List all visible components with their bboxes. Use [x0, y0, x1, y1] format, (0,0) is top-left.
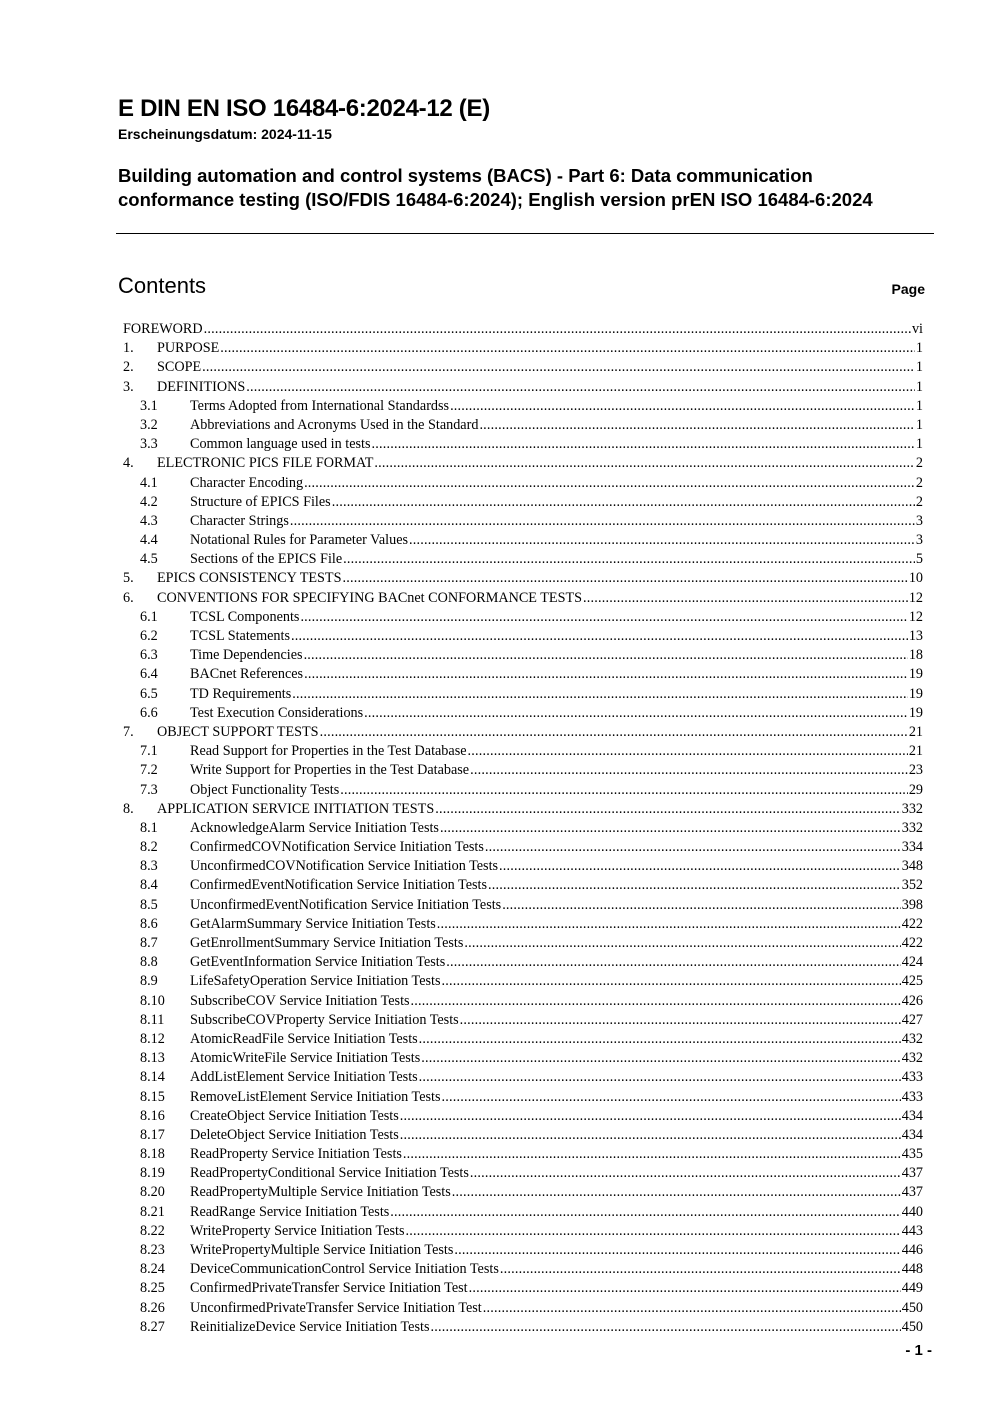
toc-entry-title: TD Requirements	[190, 685, 292, 702]
toc-entry[interactable]	[123, 339, 923, 358]
toc-dot-leader	[304, 474, 915, 493]
toc-entry-title: DeviceCommunicationControl Service Initiation Tests	[190, 1261, 499, 1278]
page-number: - 1 -	[905, 1342, 932, 1359]
toc-entry-page: 18	[908, 647, 923, 664]
toc-entry-number: 8.2	[140, 839, 158, 856]
toc-entry-page: 433	[901, 1088, 923, 1105]
toc-dot-leader	[485, 838, 901, 857]
toc-entry-number: 8.10	[140, 992, 165, 1009]
toc-entry-page: 437	[901, 1184, 923, 1201]
toc-entry[interactable]	[123, 896, 923, 915]
toc-entry-page: 19	[908, 685, 923, 702]
toc-entry-page: 432	[901, 1030, 923, 1047]
toc-entry-number: 8.7	[140, 935, 158, 951]
toc-entry-page: 3	[915, 532, 923, 549]
toc-entry-number: 8.19	[140, 1165, 165, 1182]
toc-entry-page: 21	[908, 743, 923, 760]
title-divider	[116, 233, 934, 234]
toc-entry-page: 332	[901, 819, 923, 836]
toc-entry-page: 427	[901, 1011, 923, 1028]
toc-entry-title: SCOPE	[157, 359, 202, 376]
toc-entry-page: 21	[908, 723, 923, 740]
toc-dot-leader	[419, 1068, 901, 1087]
toc-entry-number: 8.24	[140, 1261, 165, 1278]
toc-entry[interactable]	[123, 800, 923, 819]
toc-entry-title: AtomicReadFile Service Initiation Tests	[190, 1030, 418, 1047]
toc-dot-leader	[400, 1107, 901, 1126]
toc-entry-page: 450	[901, 1299, 923, 1316]
document-id: E DIN EN ISO 16484-6:2024-12 (E)	[118, 95, 490, 122]
toc-entry-number: 6.4	[140, 666, 158, 683]
toc-entry[interactable]	[123, 876, 923, 895]
toc-entry-title: TCSL Statements	[190, 628, 290, 644]
toc-entry[interactable]	[123, 378, 923, 397]
toc-dot-leader	[291, 627, 908, 646]
toc-entry-page: 398	[901, 896, 923, 913]
toc-entry[interactable]	[123, 953, 923, 972]
toc-dot-leader	[411, 992, 901, 1011]
toc-entry[interactable]	[123, 646, 923, 665]
toc-entry-number: 8.3	[140, 858, 158, 875]
toc-entry-title: ReadPropertyMultiple Service Initiation Tests	[190, 1184, 451, 1201]
toc-dot-leader	[479, 416, 914, 435]
toc-dot-leader	[435, 800, 900, 819]
toc-entry-page: 432	[901, 1050, 923, 1067]
toc-entry-page: 2	[915, 493, 923, 510]
toc-entry-number: 8.17	[140, 1126, 165, 1143]
toc-entry-title: Terms Adopted from International Standardss	[190, 397, 450, 414]
toc-dot-leader	[464, 934, 900, 953]
toc-dot-leader	[469, 1279, 901, 1298]
toc-entry-number: 8.18	[140, 1146, 165, 1163]
toc-entry-page: 433	[901, 1069, 923, 1086]
toc-dot-leader	[332, 493, 915, 512]
toc-dot-leader	[583, 589, 908, 608]
toc-entry-number: 8.22	[140, 1222, 165, 1239]
toc-entry-page: 437	[901, 1165, 923, 1182]
toc-entry-title: OBJECT SUPPORT TESTS	[157, 723, 319, 740]
toc-entry-title: ConfirmedCOVNotification Service Initiation Tests	[190, 839, 484, 856]
toc-entry-page: 449	[901, 1280, 923, 1297]
toc-entry[interactable]	[123, 972, 923, 991]
toc-dot-leader	[468, 742, 908, 761]
toc-entry[interactable]	[123, 608, 923, 627]
toc-entry[interactable]	[123, 819, 923, 838]
toc-dot-leader	[450, 397, 915, 416]
toc-entry[interactable]	[123, 1030, 923, 1049]
toc-entry-page: 434	[901, 1107, 923, 1124]
toc-entry-title: PURPOSE	[157, 340, 220, 357]
toc-entry-title: Time Dependencies	[190, 647, 303, 664]
toc-entry-number: 8.21	[140, 1203, 165, 1220]
toc-dot-leader	[483, 1299, 901, 1318]
toc-entry-number: 3.1	[140, 397, 158, 414]
toc-entry[interactable]	[123, 1318, 923, 1337]
toc-entry[interactable]	[123, 358, 923, 377]
toc-entry-number: 7.	[123, 723, 134, 740]
toc-dot-leader	[220, 339, 915, 358]
toc-entry-number: 4.5	[140, 551, 158, 568]
toc-entry[interactable]	[123, 435, 923, 454]
toc-entry-number: 3.2	[140, 416, 158, 433]
toc-dot-leader	[204, 320, 911, 339]
toc-entry-page: 19	[908, 666, 923, 683]
toc-entry[interactable]	[123, 1260, 923, 1279]
toc-entry-page: 1	[915, 378, 923, 395]
toc-entry-page: 435	[901, 1146, 923, 1163]
toc-entry[interactable]	[123, 1222, 923, 1241]
toc-entry[interactable]	[123, 1279, 923, 1298]
toc-entry-title: Notational Rules for Parameter Values	[190, 532, 409, 549]
toc-entry-number: 8.26	[140, 1299, 165, 1316]
toc-entry-title: GetEventInformation Service Initiation Tests	[190, 954, 446, 971]
toc-dot-leader	[409, 531, 915, 550]
toc-entry-title: Structure of EPICS Files	[190, 493, 331, 510]
toc-entry-number: 7.1	[140, 743, 158, 760]
toc-entry-page: 23	[908, 762, 923, 779]
toc-entry[interactable]	[123, 550, 923, 569]
toc-entry-page: 422	[901, 935, 923, 951]
toc-entry-page: 448	[901, 1261, 923, 1278]
toc-entry-title: UnconfirmedPrivateTransfer Service Initiation Test	[190, 1299, 482, 1316]
toc-entry-number: 7.2	[140, 762, 158, 779]
toc-dot-leader	[340, 781, 908, 800]
toc-entry-title: ELECTRONIC PICS FILE FORMAT	[157, 455, 374, 472]
toc-entry-title: Abbreviations and Acronyms Used in the Standard	[190, 416, 479, 433]
toc-dot-leader	[421, 1049, 900, 1068]
toc-dot-leader	[320, 723, 908, 742]
toc-entry-page: 440	[901, 1203, 923, 1220]
toc-entry-title: ReinitializeDevice Service Initiation Tests	[190, 1318, 430, 1335]
toc-entry-page: 3	[915, 512, 923, 529]
toc-entry-number: 8.15	[140, 1088, 165, 1105]
toc-entry[interactable]	[123, 320, 923, 339]
toc-entry-number: 4.	[123, 455, 134, 472]
toc-entry-title: UnconfirmedCOVNotification Service Initiation Tests	[190, 858, 499, 875]
toc-dot-leader	[405, 1222, 900, 1241]
toc-entry-title: Character Encoding	[190, 474, 304, 491]
toc-entry-number: 6.1	[140, 608, 158, 625]
toc-entry-number: 8.20	[140, 1184, 165, 1201]
toc-entry-title: CONVENTIONS FOR SPECIFYING BACnet CONFORMANCE TESTS	[157, 589, 583, 606]
toc-entry-number: 6.6	[140, 704, 158, 721]
page-column-label: Page	[891, 281, 925, 297]
toc-entry-number: 6.3	[140, 647, 158, 664]
toc-dot-leader	[400, 1126, 901, 1145]
toc-entry-title: EPICS CONSISTENCY TESTS	[157, 570, 342, 587]
toc-dot-leader	[437, 915, 901, 934]
toc-entry-title: SubscribeCOV Service Initiation Tests	[190, 992, 410, 1009]
toc-entry-page: 426	[901, 992, 923, 1009]
toc-dot-leader	[454, 1241, 900, 1260]
toc-entry-title: DeleteObject Service Initiation Tests	[190, 1126, 399, 1143]
toc-entry-title: UnconfirmedEventNotification Service Initiation Tests	[190, 896, 502, 913]
toc-dot-leader	[442, 972, 901, 991]
toc-entry-page: 446	[901, 1242, 923, 1258]
toc-entry-number: 8.5	[140, 896, 158, 913]
toc-dot-leader	[390, 1203, 900, 1222]
toc-entry-number: 2.	[123, 359, 134, 376]
toc-entry-title: WritePropertyMultiple Service Initiation Tests	[190, 1242, 454, 1258]
toc-entry-title: ReadPropertyConditional Service Initiation Tests	[190, 1165, 469, 1182]
toc-entry[interactable]	[123, 781, 923, 800]
toc-entry-number: 4.1	[140, 474, 158, 491]
issue-date: Erscheinungsdatum: 2024-11-15	[118, 126, 332, 142]
toc-entry-title: AcknowledgeAlarm Service Initiation Tests	[190, 819, 439, 836]
toc-entry-title: RemoveListElement Service Initiation Tests	[190, 1088, 441, 1105]
toc-entry-number: 1.	[123, 340, 134, 357]
toc-entry-number: 8.9	[140, 973, 158, 990]
toc-entry-page: 13	[908, 628, 923, 644]
toc-entry[interactable]	[123, 1107, 923, 1126]
toc-entry-number: 4.4	[140, 532, 158, 549]
toc-entry[interactable]	[123, 1299, 923, 1318]
toc-entry-page: 5	[915, 551, 923, 568]
toc-entry-page: 422	[901, 915, 923, 932]
toc-entry[interactable]	[123, 1241, 923, 1260]
toc-entry[interactable]	[123, 531, 923, 550]
toc-entry-title: WriteProperty Service Initiation Tests	[190, 1222, 405, 1239]
toc-entry-page: 334	[901, 839, 923, 856]
toc-entry-title: BACnet References	[190, 666, 304, 683]
toc-dot-leader	[419, 1030, 901, 1049]
toc-dot-leader	[364, 704, 908, 723]
toc-entry-number: 4.3	[140, 512, 158, 529]
toc-entry-page: 1	[915, 359, 923, 376]
toc-dot-leader	[371, 435, 914, 454]
toc-entry[interactable]	[123, 589, 923, 608]
toc-entry-page: 1	[915, 340, 923, 357]
document-title: Building automation and control systems (BACS) - Part 6: Data communication conformance testing (ISO/FDIS 16484-6:2024); English version prEN ISO 16484-6:2024	[118, 165, 873, 210]
toc-dot-leader	[246, 378, 915, 397]
toc-entry[interactable]	[123, 1011, 923, 1030]
toc-entry-number: 4.2	[140, 493, 158, 510]
toc-entry-title: Test Execution Considerations	[190, 704, 364, 721]
toc-entry[interactable]	[123, 627, 923, 646]
toc-entry-title: Common language used in tests	[190, 436, 371, 453]
toc-entry-number: 8.16	[140, 1107, 165, 1124]
toc-entry-title: AtomicWriteFile Service Initiation Tests	[190, 1050, 421, 1067]
toc-entry-page: 424	[901, 954, 923, 971]
toc-entry-title: ReadProperty Service Initiation Tests	[190, 1146, 402, 1163]
toc-entry-page: 352	[901, 877, 923, 894]
toc-entry-number: 8.27	[140, 1318, 165, 1335]
toc-entry-number: 6.5	[140, 685, 158, 702]
contents-heading: Contents	[118, 273, 207, 298]
toc-entry-page: 12	[908, 589, 923, 606]
toc-dot-leader	[460, 1011, 901, 1030]
toc-entry-number: 8.11	[140, 1011, 165, 1028]
toc-dot-leader	[488, 876, 901, 895]
toc-entry-title: GetAlarmSummary Service Initiation Tests	[190, 915, 436, 932]
table-of-contents	[123, 320, 923, 1337]
toc-entry[interactable]	[123, 838, 923, 857]
toc-entry-number: 7.3	[140, 781, 158, 798]
toc-entry-page: 443	[901, 1222, 923, 1239]
toc-dot-leader	[446, 953, 900, 972]
toc-dot-leader	[403, 1145, 901, 1164]
toc-entry-title: FOREWORD	[123, 321, 203, 337]
toc-entry-title: ConfirmedPrivateTransfer Service Initiation Test	[190, 1280, 468, 1297]
toc-entry-number: 6.2	[140, 628, 158, 644]
toc-dot-leader	[304, 665, 908, 684]
toc-entry-number: 8.23	[140, 1242, 165, 1258]
toc-entry-number: 8.25	[140, 1280, 165, 1297]
toc-entry-title: Object Functionality Tests	[190, 781, 340, 798]
toc-entry-page: 1	[915, 416, 923, 433]
toc-entry-title: CreateObject Service Initiation Tests	[190, 1107, 399, 1124]
toc-entry-number: 6.	[123, 589, 134, 606]
toc-entry-page: 348	[901, 858, 923, 875]
toc-entry-number: 8.1	[140, 819, 158, 836]
toc-entry[interactable]	[123, 1183, 923, 1202]
toc-entry-number: 8.	[123, 800, 134, 817]
toc-entry[interactable]	[123, 665, 923, 684]
toc-entry-title: ConfirmedEventNotification Service Initiation Tests	[190, 877, 488, 894]
toc-dot-leader	[499, 857, 901, 876]
toc-entry-title: Sections of the EPICS File	[190, 551, 343, 568]
toc-entry-title: APPLICATION SERVICE INITIATION TESTS	[157, 800, 435, 817]
toc-entry[interactable]	[123, 1164, 923, 1183]
toc-dot-leader	[442, 1088, 901, 1107]
toc-entry-title: LifeSafetyOperation Service Initiation Tests	[190, 973, 441, 990]
toc-entry-page: 2	[915, 455, 923, 472]
toc-entry-page: 19	[908, 704, 923, 721]
toc-dot-leader	[470, 761, 908, 780]
toc-entry[interactable]	[123, 474, 923, 493]
toc-entry[interactable]	[123, 934, 923, 953]
toc-entry-page: 332	[901, 800, 923, 817]
toc-entry[interactable]	[123, 569, 923, 588]
toc-entry-page: 434	[901, 1126, 923, 1143]
toc-entry[interactable]	[123, 857, 923, 876]
toc-dot-leader	[343, 550, 915, 569]
toc-entry-page: 10	[908, 570, 923, 587]
toc-entry-title: GetEnrollmentSummary Service Initiation Tests	[190, 935, 464, 951]
toc-entry[interactable]	[123, 1126, 923, 1145]
toc-entry[interactable]	[123, 397, 923, 416]
toc-entry[interactable]	[123, 992, 923, 1011]
toc-entry-title: SubscribeCOVProperty Service Initiation Tests	[190, 1011, 459, 1028]
toc-entry[interactable]	[123, 685, 923, 704]
toc-entry[interactable]	[123, 1145, 923, 1164]
toc-entry-number: 8.8	[140, 954, 158, 971]
toc-entry[interactable]	[123, 915, 923, 934]
toc-entry[interactable]	[123, 1049, 923, 1068]
toc-entry-title: ReadRange Service Initiation Tests	[190, 1203, 390, 1220]
toc-entry-number: 3.	[123, 378, 134, 395]
toc-entry[interactable]	[123, 416, 923, 435]
toc-dot-leader	[430, 1318, 900, 1337]
toc-dot-leader	[300, 608, 907, 627]
toc-entry-page: 1	[915, 436, 923, 453]
toc-entry-number: 5.	[123, 570, 134, 587]
toc-entry[interactable]	[123, 1203, 923, 1222]
toc-entry-number: 8.6	[140, 915, 158, 932]
toc-dot-leader	[304, 646, 908, 665]
toc-entry-title: AddListElement Service Initiation Tests	[190, 1069, 418, 1086]
toc-entry-title: Character Strings	[190, 512, 289, 529]
toc-entry-number: 8.4	[140, 877, 158, 894]
toc-entry-number: 8.12	[140, 1030, 165, 1047]
toc-dot-leader	[452, 1183, 901, 1202]
toc-entry[interactable]	[123, 1068, 923, 1087]
toc-entry-page: 2	[915, 474, 923, 491]
toc-entry-title: DEFINITIONS	[157, 378, 246, 395]
toc-entry-number: 8.14	[140, 1069, 165, 1086]
toc-entry[interactable]	[123, 512, 923, 531]
toc-dot-leader	[440, 819, 901, 838]
toc-dot-leader	[292, 685, 908, 704]
toc-entry-page: vi	[911, 321, 923, 337]
toc-dot-leader	[202, 358, 915, 377]
toc-entry-page: 12	[908, 608, 923, 625]
toc-dot-leader	[470, 1164, 901, 1183]
toc-entry-page: 1	[915, 397, 923, 414]
toc-entry[interactable]	[123, 493, 923, 512]
toc-entry-title: TCSL Components	[190, 608, 300, 625]
toc-entry[interactable]	[123, 723, 923, 742]
toc-dot-leader	[374, 454, 915, 473]
toc-entry[interactable]	[123, 704, 923, 723]
toc-dot-leader	[342, 569, 907, 588]
toc-entry[interactable]	[123, 761, 923, 780]
toc-entry[interactable]	[123, 1088, 923, 1107]
toc-entry[interactable]	[123, 454, 923, 473]
toc-entry-number: 8.13	[140, 1050, 165, 1067]
toc-entry-title: Read Support for Properties in the Test Database	[190, 743, 467, 760]
toc-dot-leader	[500, 1260, 901, 1279]
toc-entry-title: Write Support for Properties in the Test Database	[190, 762, 470, 779]
toc-entry-page: 29	[908, 781, 923, 798]
toc-entry[interactable]	[123, 742, 923, 761]
toc-dot-leader	[502, 896, 901, 915]
toc-entry-number: 3.3	[140, 436, 158, 453]
toc-entry-page: 425	[901, 973, 923, 990]
toc-dot-leader	[290, 512, 915, 531]
toc-entry-page: 450	[901, 1318, 923, 1335]
